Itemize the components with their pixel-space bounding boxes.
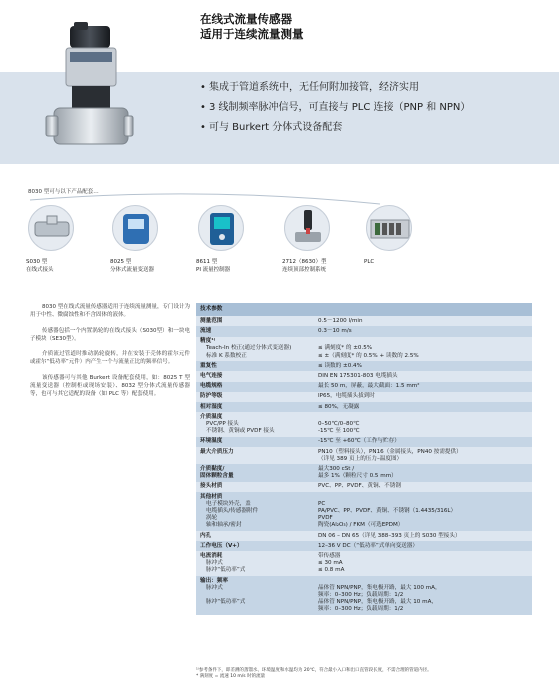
spec-key-label: 测量范围 xyxy=(200,317,223,324)
feature-item: • 可与 Burkert 分体式设备配套 xyxy=(200,120,550,136)
feature-list xyxy=(200,80,550,140)
fitting-model: 8025 型 xyxy=(110,259,132,265)
spec-value-line: PVC、PP、PVDF、黄铜、不锈钢 xyxy=(318,483,401,490)
spec-value-line: ≤ 80%，无凝露 xyxy=(318,403,360,410)
spec-value-line: 最大300 cSt / xyxy=(318,465,355,472)
spec-key-label: 防护等级 xyxy=(200,393,223,400)
fitting-item xyxy=(364,205,412,265)
fitting-item xyxy=(26,205,74,273)
spec-value-line: 最多 1%（颗粒尺寸 0.5 mm） xyxy=(318,473,397,480)
description-paragraph: 该传感器可与其他 Burkert 设备配套使用，如：8025 T 型流量变送器（控制柜或现场安装）、8032 型分体式流量传感器等，也可与其它适配的设备（如 PLC 等）配套使用。 xyxy=(30,374,190,398)
spec-row xyxy=(196,361,532,371)
spec-row xyxy=(196,551,532,576)
spec-value-line: ≤ 0.8 mA xyxy=(318,567,345,574)
spec-value-line: 频率：0–300 Hz；负载周期：1/2 xyxy=(318,606,404,613)
transmitter-8025-image xyxy=(112,205,158,251)
spec-value xyxy=(314,447,532,464)
spec-value-line: ≤ 满刻度* 的 ±0.5% xyxy=(318,345,373,352)
spec-value xyxy=(314,437,532,447)
spec-value xyxy=(314,316,532,326)
spec-value-line: 0.5－1200 l/min xyxy=(318,317,363,324)
spec-key xyxy=(196,371,314,381)
spec-key-label: 接头材质 xyxy=(200,483,223,490)
description-paragraph: 8030 型在线式流量传感器适用于连续流量测量，专门设计为用于中性、微腐蚀性和不含固体的液体。 xyxy=(30,304,190,319)
spec-row xyxy=(196,316,532,326)
spec-value-line: 0–50℃/0–80℃ xyxy=(318,420,360,427)
spec-key xyxy=(196,361,314,371)
spec-value-line: ≤ 30 mA xyxy=(318,560,343,567)
spec-value-line: 带传感器 xyxy=(318,552,341,559)
spec-row xyxy=(196,576,532,615)
spec-row xyxy=(196,326,532,336)
spec-sub-key: 脉冲式 xyxy=(206,584,223,591)
spec-value-line: 陶瓷(Al₂O₃) / FKM（可选EPDM） xyxy=(318,522,404,529)
spec-value-line: -15℃ 至 100℃ xyxy=(318,428,360,435)
spec-key-label: 工作电压（V+） xyxy=(200,542,243,549)
connector-arc xyxy=(0,190,559,250)
feature-item: • 3 线制频率脉冲信号，可直接与 PLC 连接（PNP 和 NPN） xyxy=(200,100,550,116)
spec-key-label: 精度¹⁾ xyxy=(200,338,216,345)
spec-value xyxy=(314,326,532,336)
spec-value xyxy=(314,371,532,381)
title-line-2: 适用于连续流量测量 xyxy=(200,27,304,41)
spec-key xyxy=(196,437,314,447)
fitting-model: 8611 型 xyxy=(196,259,218,265)
fitting-item xyxy=(196,205,244,273)
spec-sub-key: 电子模块外壳，盖 xyxy=(206,500,251,507)
spec-key-label: 介质黏度/ xyxy=(200,465,225,472)
spec-value-line xyxy=(318,494,528,501)
spec-row xyxy=(196,337,532,362)
spec-key-label: 最大介质压力 xyxy=(200,448,234,455)
spec-sub-key: 涡轮 xyxy=(206,515,218,522)
spec-value xyxy=(314,576,532,615)
spec-value-line: 晶体管 NPN/PNP，集电极开路，最大 10 mA， xyxy=(318,599,438,606)
spec-row xyxy=(196,412,532,437)
spec-key xyxy=(196,392,314,402)
spec-value xyxy=(314,551,532,576)
spec-key xyxy=(196,447,314,464)
spec-value xyxy=(314,412,532,437)
spec-value-line: 晶体管 NPN/PNP，集电极开路，最大 100 mA， xyxy=(318,584,441,591)
spec-value-line: 频率：0–300 Hz；负载周期：1/2 xyxy=(318,592,404,598)
spec-value xyxy=(314,541,532,551)
title-line-1: 在线式流量传感器 xyxy=(200,12,292,26)
fitting-desc: 在线式接头 xyxy=(26,267,54,273)
spec-row xyxy=(196,402,532,412)
spec-sub-key: 不锈钢、黄铜或 PVDF 接头 xyxy=(206,428,275,435)
spec-value-line: 12–36 V DC（“低功率”式单向变送器） xyxy=(318,542,418,549)
spec-key xyxy=(196,412,314,437)
spec-value-line: DN 06 – DN 65（详见 388–393 页上的 S030 型接头） xyxy=(318,532,461,539)
compatible-label: 8030 型可与以下产品配套… xyxy=(28,189,99,195)
spec-value-line: ≤ ±（满刻度* 的 0.5% + 读数的 2.5% xyxy=(318,352,419,359)
spec-row xyxy=(196,492,532,531)
spec-key-label: 固体颗粒含量 xyxy=(200,473,234,480)
spec-table xyxy=(196,303,532,615)
spec-row xyxy=(196,392,532,402)
page-title xyxy=(200,12,304,42)
spec-sub-key: 脉冲“低功率”式 xyxy=(206,599,246,606)
spec-row xyxy=(196,447,532,464)
spec-value xyxy=(314,492,532,531)
spec-row xyxy=(196,371,532,381)
spec-value xyxy=(314,402,532,412)
spec-sub-key: 标准 K 系数校正 xyxy=(206,352,247,359)
fitting-desc: 连续顶部控制系统 xyxy=(282,267,327,273)
spec-key-label: 输出：频率 xyxy=(200,577,228,584)
spec-key xyxy=(196,337,314,362)
spec-key xyxy=(196,482,314,492)
spec-value-line: PVDF xyxy=(318,515,333,522)
spec-key xyxy=(196,464,314,481)
s030-fitting-image xyxy=(28,205,74,251)
spec-key xyxy=(196,551,314,576)
spec-value-line: PN10（塑料接头），PN16（金属接头，PN40 按需提供） xyxy=(318,448,462,455)
fitting-model: S030 型 xyxy=(26,259,48,265)
description-paragraph: 传感器包括一个内置涡轮的在线式接头（S030型）和一块电子模块（SE30型）。 xyxy=(30,327,190,342)
pi-controller-8611-image xyxy=(198,205,244,251)
spec-key xyxy=(196,541,314,551)
spec-value xyxy=(314,392,532,402)
spec-key-label: 电流消耗 xyxy=(200,552,223,559)
plc-image xyxy=(366,205,412,251)
spec-key-label: 其他材质 xyxy=(200,493,223,500)
spec-value xyxy=(314,464,532,481)
spec-key xyxy=(196,402,314,412)
spec-key xyxy=(196,382,314,392)
spec-value-line xyxy=(318,578,528,585)
spec-value-line: PA/PVC、PP、PVDF、黄铜、不锈钢（1.4435/316L） xyxy=(318,507,457,514)
spec-row xyxy=(196,382,532,392)
spec-table-header xyxy=(196,303,532,316)
spec-value xyxy=(314,382,532,392)
spec-sub-key: PVC/PP 接头 xyxy=(206,420,239,427)
spec-value-line: DIN EN 175301-803 电缆插头 xyxy=(318,372,398,379)
spec-value-line: IP65，电缆插头拔到时 xyxy=(318,393,375,400)
spec-key-label: 电缆规格 xyxy=(200,383,223,390)
product-description xyxy=(30,303,190,406)
spec-row xyxy=(196,482,532,492)
fitting-desc: 分体式流量变送器 xyxy=(110,267,155,273)
spec-sub-key: 轴和轴承/密封 xyxy=(206,522,242,529)
footnote: * 满刻度 = 流速 10 m/s 时的流量 xyxy=(196,674,266,679)
fitting-desc: PI 流量控制器 xyxy=(196,267,231,273)
spec-row xyxy=(196,464,532,481)
footnotes xyxy=(196,668,536,680)
spec-sub-key: 脉冲“低功率”式 xyxy=(206,567,246,574)
spec-key-label: 流速 xyxy=(200,327,212,334)
spec-value-line xyxy=(318,414,528,421)
spec-key xyxy=(196,316,314,326)
spec-key xyxy=(196,576,314,615)
spec-value xyxy=(314,361,532,371)
spec-sub-key: 脉冲式 xyxy=(206,560,223,567)
spec-value-line: -15℃ 至 +60℃（工作与贮存） xyxy=(318,438,400,445)
spec-key xyxy=(196,492,314,531)
spec-row xyxy=(196,541,532,551)
description-paragraph: 介质流过管道时推动涡轮旋转，并在安装于壳体的霍尔元件或霍尔“低功率”元件）内产生一个与流量正比的频率信号。 xyxy=(30,351,190,366)
spec-key xyxy=(196,326,314,336)
spec-key xyxy=(196,531,314,541)
spec-sub-key: 电缆插头/传感器附件 xyxy=(206,507,259,514)
fitting-item xyxy=(110,205,158,273)
spec-sub-key: Teach-In 校正(通过分体式变送器) xyxy=(206,345,292,352)
spec-row xyxy=(196,437,532,447)
footnote: ¹⁾参考条件下，即差测的蒸馏水、环境温度和水温均为 20℃，符合最小入口和出口直管段长度，不需合理的管道内径。 xyxy=(196,668,432,673)
flow-sensor-product-image xyxy=(44,22,134,172)
spec-value-line: （详见 389 页上的压力–温度图） xyxy=(318,455,403,462)
spec-value xyxy=(314,531,532,541)
spec-row xyxy=(196,531,532,541)
spec-key-label: 内孔 xyxy=(200,532,212,539)
spec-value-line: 最长 50 m，屏蔽，最大截面：1.5 mm² xyxy=(318,383,420,390)
spec-key-label: 介质温度 xyxy=(200,413,223,420)
fitting-item xyxy=(282,205,330,273)
feature-item: • 集成于管道系统中，无任何附加接管，经济实用 xyxy=(200,80,550,96)
spec-value-line: ≤ 读数的 ±0.4% xyxy=(318,362,362,369)
spec-value-line: PC xyxy=(318,500,326,507)
spec-value xyxy=(314,482,532,492)
spec-value-line: 0.3－10 m/s xyxy=(318,327,352,334)
spec-header-label: 技术参数 xyxy=(196,303,532,316)
spec-key-label: 重复性 xyxy=(200,362,217,369)
fitting-model: 2712（8630）型 xyxy=(282,259,327,265)
valve-2712-image xyxy=(284,205,330,251)
spec-value xyxy=(314,337,532,362)
spec-key-label: 相对湿度 xyxy=(200,403,223,410)
spec-key-label: 环境温度 xyxy=(200,438,223,445)
spec-key-label: 电气连接 xyxy=(200,372,223,379)
fitting-model: PLC xyxy=(364,259,375,265)
